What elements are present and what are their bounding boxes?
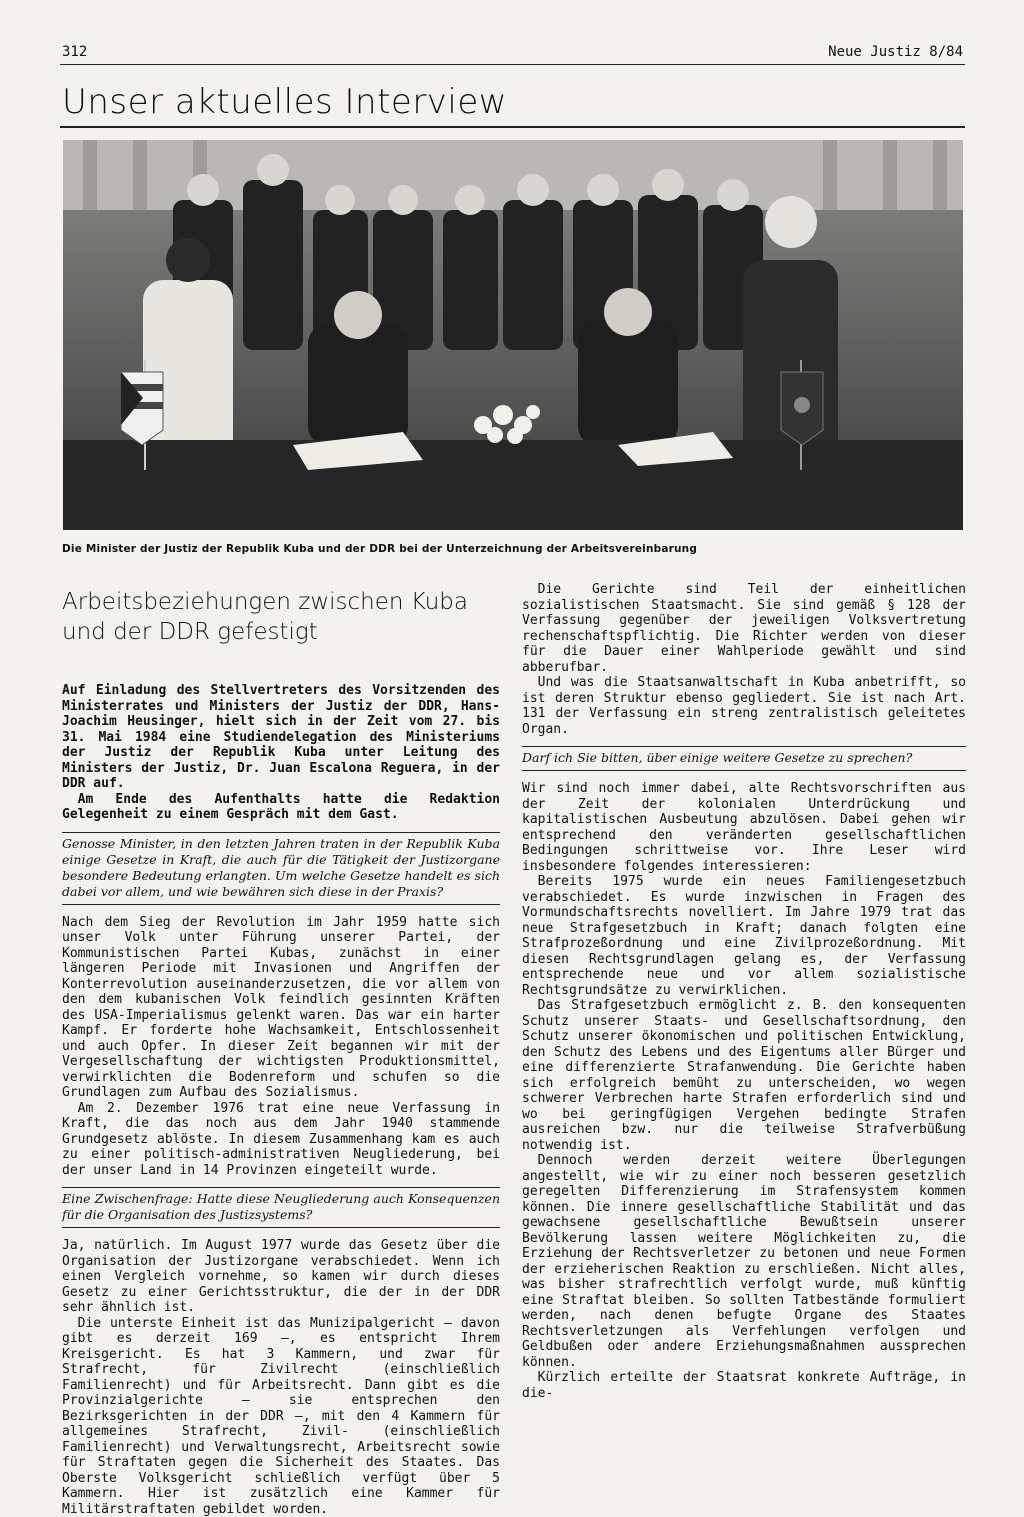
answer-2-paragraph-4: Und was die Staatsanwaltschaft in Kuba anbetrifft, so ist deren Struktur ebenso gegliedert. Sie ist nach Art. 131 der Verfassung ein streng zentralistisch geleitetes Organ. [522, 675, 966, 737]
photo-caption: Die Minister der Justiz der Republik Kuba und der DDR bei der Unterzeichnung der Arbeitsvereinbarung [62, 543, 967, 555]
question-2: Eine Zwischenfrage: Hatte diese Neugliederung auch Konsequenzen für die Organisation des Justizsystems? [62, 1187, 500, 1228]
answer-1-paragraph-2: Am 2. Dezember 1976 trat eine neue Verfassung in Kraft, die das noch aus dem Jahr 1940 stammende Grundgesetz ablöste. In diesem Zusammenhang kam es auch zu einer politisch-administrativen Neugliederung, bei der unser Land in 14 Provinzen eingeteilt wurde. [62, 1101, 500, 1179]
answer-2-paragraph-3: Die Gerichte sind Teil der einheitlichen sozialistischen Staatsmacht. Sie sind gemäß § 128 der Verfassung gegenüber der jeweiligen Volksvertretung rechenschaftspflichtig. Die Richter werden von dieser für die Dauer einer Wahlperiode gewählt und sind abberufbar. [522, 582, 966, 675]
lead-paragraph-2: Am Ende des Aufenthalts hatte die Redaktion Gelegenheit zu einem Gespräch mit dem Gast. [62, 792, 500, 823]
section-title: Unser aktuelles Interview [62, 82, 507, 122]
signing-photo [63, 140, 963, 530]
answer-3-paragraph-5: Kürzlich erteilte der Staatsrat konkrete Aufträge, in die- [522, 1370, 966, 1401]
article-title [62, 587, 500, 647]
answer-1-paragraph-1: Nach dem Sieg der Revolution im Jahr 1959 hatte sich unser Volk unter Führung unserer Partei, der Kommunistischen Partei Kubas, zunächst in einer längeren Periode mit Invasionen und Angriffen der Konterrevolution auseinanderzusetzen, die vor allem von den dem kubanischen Volk feindlich gesinnten Kräften des USA-Imperialismus gelenkt waren. Das war ein harter Kampf. Er forderte hohe Wachsamkeit, Entschlossenheit und auch Opfer. In dieser Zeit begannen wir mit der Vergesellschaftung der wichtigsten Produktionsmittel, verwirklichten die Bodenreform und schufen so die Grundlagen zum Aufbau des Sozialismus. [62, 915, 500, 1101]
title-rule [60, 126, 965, 128]
page-header [60, 44, 965, 65]
right-column [522, 582, 966, 1401]
left-column [62, 587, 500, 1517]
answer-3-paragraph-2: Bereits 1975 wurde ein neues Familiengesetzbuch verabschiedet. Es wurde inzwischen in Fragen des Vormundschaftsrechts novelliert. Im Jahre 1979 trat das neue Strafgesetzbuch in Kraft; danach folgten eine Strafprozeßordnung und eine Zivilprozeßordnung. Mit diesen Rechtsgrundlagen gelang es, der Verfassung entsprechende neue und vor allem sozialistische Rechtsgrundsätze zu verwirklichen. [522, 874, 966, 998]
journal-issue: Neue Justiz 8/84 [828, 44, 963, 60]
question-1: Genosse Minister, in den letzten Jahren traten in der Republik Kuba einige Gesetze in Kraft, die auch für die Tätigkeit der Justizorgane besondere Bedeutung erlangten. Um welche Gesetze handelt es sich dabei vor allem, und wie bewähren sich diese in der Praxis? [62, 832, 500, 905]
answer-3-paragraph-1: Wir sind noch immer dabei, alte Rechtsvorschriften aus der Zeit der kolonialen Unterdrückung und kapitalistischen Ausbeutung abzulösen. Dabei gehen wir entsprechend den veränderten gesellschaftlichen Bedingungen schrittweise vor. Ihre Leser wird insbesondere folgendes interessieren: [522, 781, 966, 874]
answer-3-paragraph-3: Das Strafgesetzbuch ermöglicht z. B. den konsequenten Schutz unserer Staats- und Gesellschaftsordnung, den Schutz unserer ökonomischen und politischen Entwicklung, den Schutz des Lebens und des Eigentums aller Bürger und eine differenzierte Strafanwendung. Die Gerichte haben sich erfolgreich bemüht zu unterscheiden, wo wegen schwerer Verbrechen harte Strafen erforderlich sind und wo bei geringfügigen Vergehen bedingte Strafen ausreichen bzw. nur die teilweise Strafverbüßung notwendig ist. [522, 998, 966, 1153]
article-title-line-1: Arbeitsbeziehungen zwischen Kuba [62, 587, 500, 617]
lead-paragraph: Auf Einladung des Stellvertreters des Vorsitzenden des Ministerrates und Ministers der Justiz der DDR, Hans-Joachim Heusinger, hielt sich in der Zeit vom 27. bis 31. Mai 1984 eine Studiendelegation des Ministeriums der Justiz der Republik Kuba unter Leitung des Ministers der Justiz, Dr. Juan Escalona Reguera, in der DDR auf. [62, 683, 500, 792]
article-title-line-2: und der DDR gefestigt [62, 617, 500, 647]
page-number: 312 [62, 44, 87, 60]
answer-3-paragraph-4: Dennoch werden derzeit weitere Überlegungen angestellt, wie wir zu einer noch besseren gesetzlich geregelten Differenzierung im Strafensystem kommen können. Die innere gesellschaftliche Stabilität und das gewachsene gesellschaftliche Bewußtsein unserer Bevölkerung lassen weitere Möglichkeiten zu, die Erziehung der Rechtsverletzer zu betonen und neue Formen der erzieherischen Reaktion zu erschließen. Nicht alles, was bisher strafrechtlich verfolgt wurde, muß künftig eine Straftat bleiben. So sollten Tatbestände formuliert werden, nach denen befugte Organe des Staates Rechtsverletzungen als Verfehlungen verfolgen und Geldbußen oder andere Erziehungsmaßnahmen aussprechen können. [522, 1153, 966, 1370]
answer-2-paragraph-1: Ja, natürlich. Im August 1977 wurde das Gesetz über die Organisation der Justizorgane verabschiedet. Wenn ich einen Vergleich vornehme, so kamen wir durch dieses Gesetz zu einer Gerichtsstruktur, die der in der DDR sehr ähnlich ist. [62, 1238, 500, 1316]
answer-2-paragraph-2: Die unterste Einheit ist das Munizipalgericht — davon gibt es derzeit 169 —, es entspricht Ihrem Kreisgericht. Es hat 3 Kammern, und zwar für Strafrecht, für Zivilrecht (einschließlich Familienrecht) und für Arbeitsrecht. Dann gibt es die Provinzialgerichte — sie entsprechen den Bezirksgerichten in der DDR —, mit den 4 Kammern für allgemeines Strafrecht, Zivil- (einschließlich Familienrecht) und Verwaltungsrecht, Arbeitsrecht sowie für Straftaten gegen die Sicherheit des Staates. Das Oberste Volksgericht schließlich verfügt über 5 Kammern. Hier ist zusätzlich eine Kammer für Militärstraftaten gebildet worden. [62, 1316, 500, 1517]
question-3: Darf ich Sie bitten, über einige weitere Gesetze zu sprechen? [522, 746, 966, 771]
